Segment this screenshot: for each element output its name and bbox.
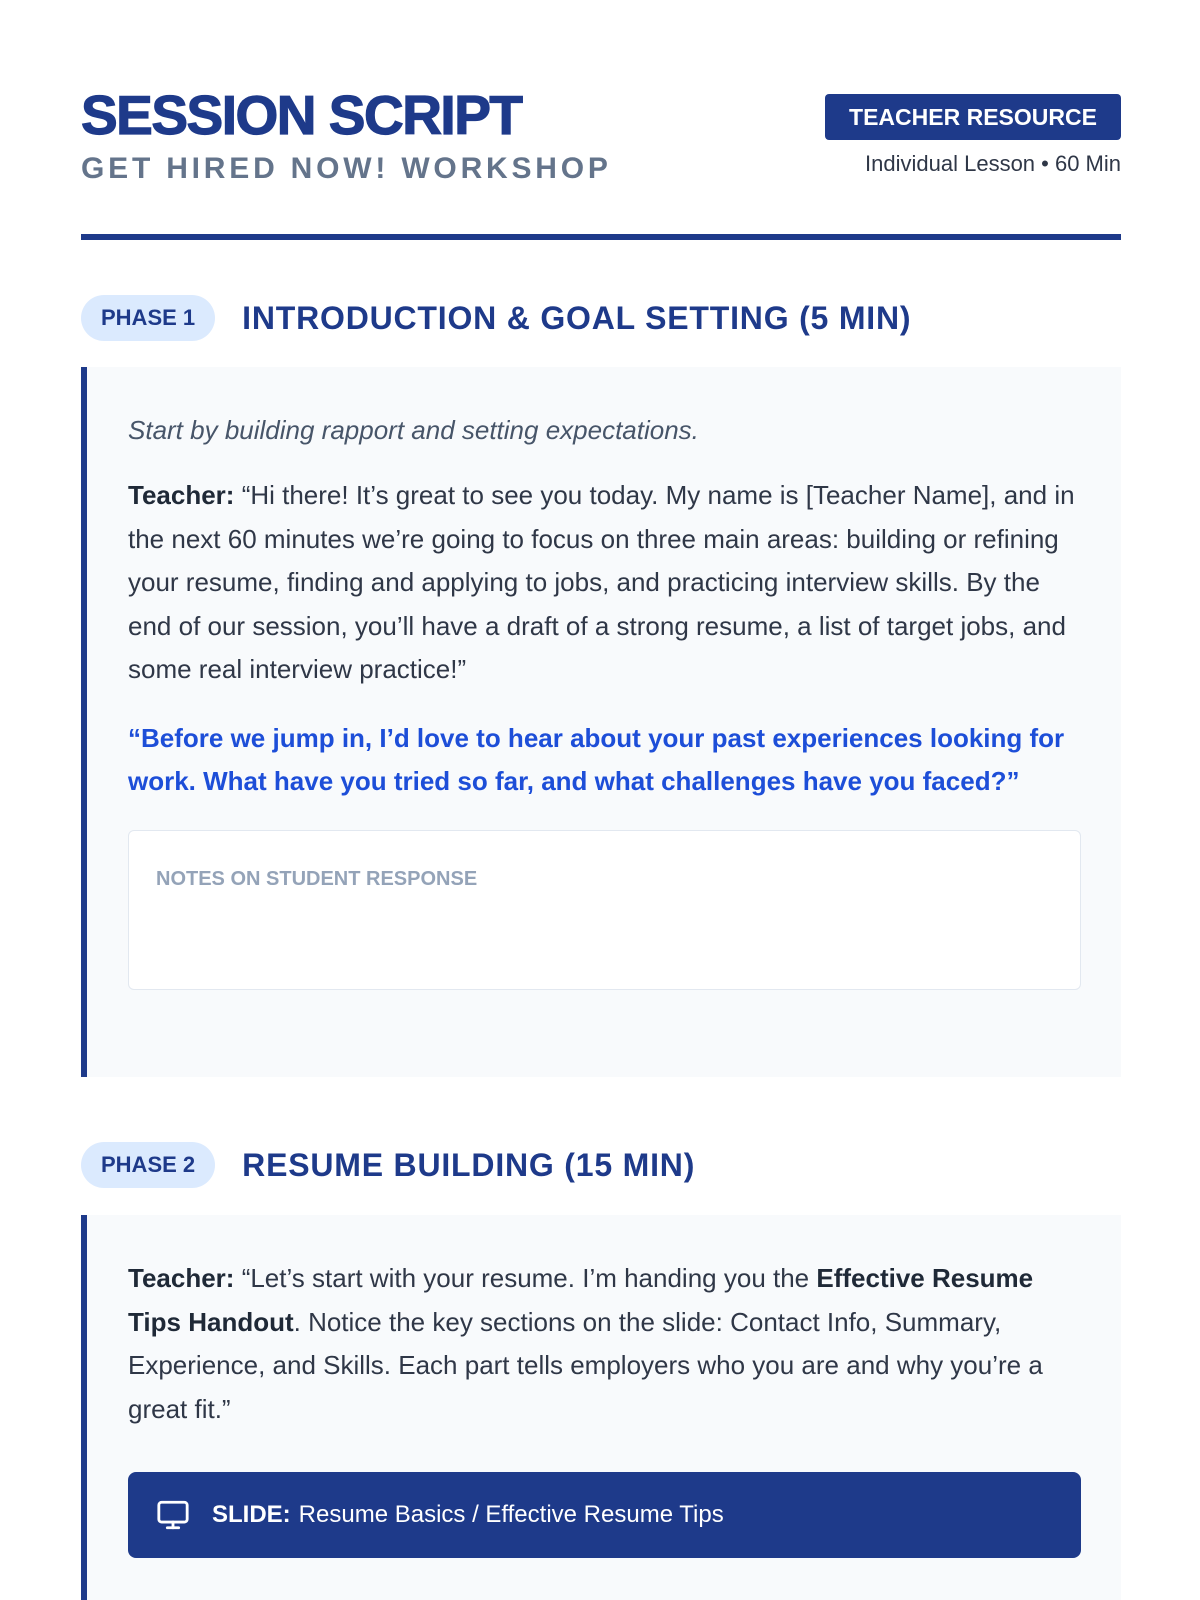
phase-1-intro-note: Start by building rapport and setting expectations. <box>128 415 699 445</box>
handout-name: Effective Resume Tips Handout <box>128 1263 1034 1337</box>
phase-1-script-text: “Hi there! It’s great to see you today. My name is [Teacher Name], and in the next 60 minutes we’re going to focus on three main areas: building or refining your resume, finding and applying to jobs, and practicing interview skills. By the end of our session, you’ll have a draft of a strong resume, a list of target jobs, and some real interview practice!” <box>128 480 1075 684</box>
phase-2-title: RESUME BUILDING (15 MIN) <box>242 1146 696 1183</box>
phase-1-teacher-script <box>128 474 1081 692</box>
student-response-notes-field[interactable] <box>128 830 1081 990</box>
slide-label: SLIDE: <box>212 1501 291 1528</box>
slide-title: Resume Basics / Effective Resume Tips <box>298 1501 724 1528</box>
page-header <box>81 0 1121 240</box>
teacher-resource-badge: TEACHER RESOURCE <box>825 94 1121 140</box>
phase-2-heading <box>81 1142 695 1188</box>
phase-1-discussion-prompt: “Before we jump in, I’d love to hear about your past experiences looking for work. What have you tried so far, and what challenges have you faced?” <box>128 722 1065 796</box>
page-title: SESSION SCRIPT <box>81 84 522 146</box>
teacher-speaker-label: Teacher: <box>128 1263 235 1293</box>
notes-field-label: NOTES ON STUDENT RESPONSE <box>156 867 478 890</box>
workshop-subtitle: GET HIRED NOW! WORKSHOP <box>81 152 612 185</box>
monitor-icon <box>156 1498 190 1532</box>
session-script-page <box>81 0 1121 1528</box>
phase-2-card <box>81 1215 1121 1600</box>
phase-2-script-part-1: “Let’s start with your resume. I’m handing you the <box>241 1263 817 1293</box>
slide-reference-bar <box>128 1472 1081 1558</box>
phase-2-pill: PHASE 2 <box>81 1142 215 1188</box>
phase-1-card <box>81 367 1121 1077</box>
phase-1-title: INTRODUCTION & GOAL SETTING (5 MIN) <box>242 299 912 336</box>
phase-2-script-part-2: . Notice the key sections on the slide: Contact Info, Summary, Experience, and Skills. Each part tells employers who you are and why you’re a great fit.” <box>128 1306 1043 1424</box>
teacher-speaker-label: Teacher: <box>128 480 235 510</box>
lesson-meta: Individual Lesson • 60 Min <box>865 151 1121 176</box>
phase-2-teacher-script <box>128 1257 1081 1431</box>
phase-1-heading <box>81 295 911 341</box>
phase-1-pill: PHASE 1 <box>81 295 215 341</box>
header-divider <box>81 234 1121 240</box>
